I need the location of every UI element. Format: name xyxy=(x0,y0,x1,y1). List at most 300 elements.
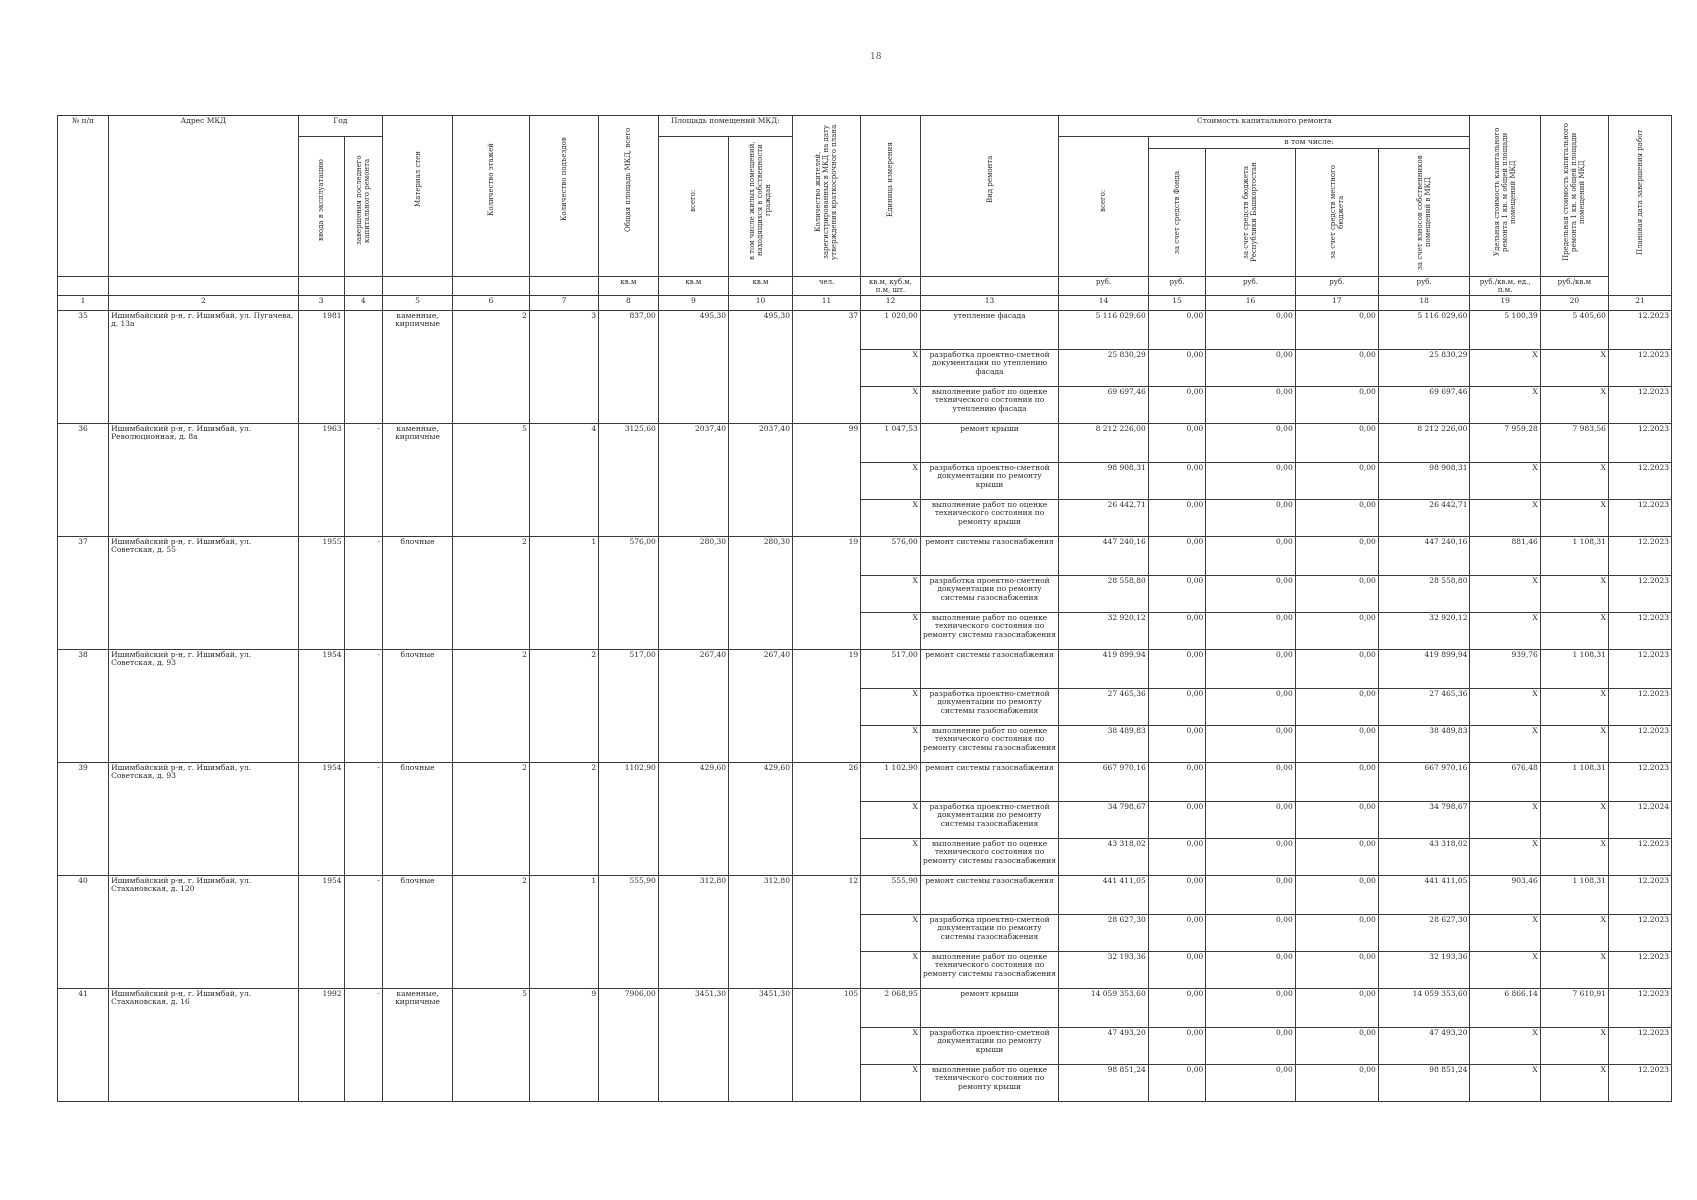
cell-limit-cost: X xyxy=(1540,386,1608,423)
cell-cost-owners: 441 411,05 xyxy=(1378,875,1470,914)
header-owners xyxy=(1378,148,1470,276)
cell-unit-cost: X xyxy=(1470,1027,1540,1064)
header-date-text: Плановая дата завершения работ xyxy=(1635,129,1644,255)
cell-total-area: 555,90 xyxy=(599,875,659,988)
cell-quantity: 576,00 xyxy=(861,536,921,575)
unit-cell: руб./кв.м, ед., п.м. xyxy=(1470,276,1540,295)
column-number: 21 xyxy=(1608,295,1671,310)
cell-cost-total: 447 240,16 xyxy=(1059,536,1148,575)
cell-address: Ишимбайский р-н, г. Ишимбай, ул. Советская, д. 93 xyxy=(109,649,299,762)
cell-cost-fund: 0,00 xyxy=(1148,499,1206,536)
header-address: Адрес МКД xyxy=(109,116,299,277)
cell-quantity: X xyxy=(861,575,921,612)
cell-wall-material: каменные, кирпичные xyxy=(382,310,452,423)
cell-limit-cost: 1 108,31 xyxy=(1540,875,1608,914)
cell-wall-material: блочные xyxy=(382,536,452,649)
cell-year-built: 1954 xyxy=(298,649,344,762)
unit-blank xyxy=(529,276,598,295)
unit-cell: руб. xyxy=(1206,276,1295,295)
repair-plan-table xyxy=(57,115,1672,1102)
cell-completion-date: 12.2023 xyxy=(1608,725,1671,762)
cell-cost-fund: 0,00 xyxy=(1148,988,1206,1027)
cell-cost-republic: 0,00 xyxy=(1206,649,1295,688)
column-number: 18 xyxy=(1378,295,1470,310)
cell-cost-local: 0,00 xyxy=(1295,536,1378,575)
unit-cell: руб. xyxy=(1295,276,1378,295)
cell-cost-fund: 0,00 xyxy=(1148,838,1206,875)
cell-completion-date: 12.2023 xyxy=(1608,462,1671,499)
cell-quantity: X xyxy=(861,914,921,951)
cell-residents: 105 xyxy=(792,988,860,1101)
cell-quantity: X xyxy=(861,951,921,988)
unit-cell: чел. xyxy=(792,276,860,295)
cell-limit-cost: 7 983,56 xyxy=(1540,423,1608,462)
cell-address: Ишимбайский р-н, г. Ишимбай, ул. Советская, д. 55 xyxy=(109,536,299,649)
header-republic xyxy=(1206,148,1295,276)
cell-address: Ишимбайский р-н, г. Ишимбай, ул. Стахановская, д. 16 xyxy=(109,988,299,1101)
cell-completion-date: 12.2024 xyxy=(1608,801,1671,838)
unit-cell: кв.м xyxy=(729,276,793,295)
cell-quantity: X xyxy=(861,688,921,725)
unit-cell: кв.м, куб.м, п.м, шт. xyxy=(861,276,921,295)
header-residents xyxy=(792,116,860,277)
cell-cost-republic: 0,00 xyxy=(1206,1064,1295,1101)
cell-area-all: 267,40 xyxy=(658,649,728,762)
cell-address: Ишимбайский р-н, г. Ишимбай, ул. Советская, д. 93 xyxy=(109,762,299,875)
cell-cost-owners: 667 970,16 xyxy=(1378,762,1470,801)
column-number: 7 xyxy=(529,295,598,310)
cell-completion-date: 12.2023 xyxy=(1608,875,1671,914)
cell-completion-date: 12.2023 xyxy=(1608,310,1671,349)
cell-quantity: X xyxy=(861,725,921,762)
column-number: 3 xyxy=(298,295,344,310)
column-number: 20 xyxy=(1540,295,1608,310)
cell-cost-owners: 69 697,46 xyxy=(1378,386,1470,423)
cell-floors: 2 xyxy=(453,762,530,875)
cell-quantity: X xyxy=(861,462,921,499)
cell-limit-cost: X xyxy=(1540,349,1608,386)
cell-unit-cost: X xyxy=(1470,349,1540,386)
cell-unit-cost: X xyxy=(1470,612,1540,649)
cell-num: 40 xyxy=(58,875,109,988)
header-cost-group: Стоимость капитального ремонта xyxy=(1059,116,1470,137)
cell-cost-local: 0,00 xyxy=(1295,349,1378,386)
cell-floors: 2 xyxy=(453,875,530,988)
cell-completion-date: 12.2023 xyxy=(1608,499,1671,536)
unit-blank xyxy=(344,276,382,295)
cell-cost-owners: 98 908,31 xyxy=(1378,462,1470,499)
cell-entrances: 4 xyxy=(529,423,598,536)
cell-cost-fund: 0,00 xyxy=(1148,310,1206,349)
cell-cost-republic: 0,00 xyxy=(1206,762,1295,801)
cell-cost-local: 0,00 xyxy=(1295,462,1378,499)
cell-limit-cost: X xyxy=(1540,1027,1608,1064)
cell-quantity: 1 102,90 xyxy=(861,762,921,801)
cell-completion-date: 12.2023 xyxy=(1608,612,1671,649)
cell-cost-local: 0,00 xyxy=(1295,951,1378,988)
cell-cost-republic: 0,00 xyxy=(1206,462,1295,499)
cell-work-type: ремонт системы газоснабжения xyxy=(920,875,1058,914)
cell-cost-local: 0,00 xyxy=(1295,310,1378,349)
cell-cost-owners: 5 116 029,60 xyxy=(1378,310,1470,349)
header-wall xyxy=(382,116,452,277)
unit-blank xyxy=(58,276,109,295)
cell-quantity: 1 047,53 xyxy=(861,423,921,462)
header-cost-total xyxy=(1059,137,1148,277)
cell-work-type: разработка проектно-сметной документации по ремонту системы газоснабжения xyxy=(920,914,1058,951)
header-wall-text: Материал стен xyxy=(413,151,422,208)
unit-cell: руб. xyxy=(1059,276,1148,295)
cell-entrances: 1 xyxy=(529,875,598,988)
cell-work-type: выполнение работ по оценке технического состояния по ремонту системы газоснабжения xyxy=(920,612,1058,649)
header-unit xyxy=(861,116,921,277)
cell-completion-date: 12.2023 xyxy=(1608,649,1671,688)
cell-cost-local: 0,00 xyxy=(1295,875,1378,914)
cell-cost-owners: 32 193,36 xyxy=(1378,951,1470,988)
header-unit-cost xyxy=(1470,116,1540,277)
cell-limit-cost: X xyxy=(1540,725,1608,762)
cell-year-repair: - xyxy=(344,988,382,1101)
cell-quantity: X xyxy=(861,801,921,838)
cell-completion-date: 12.2023 xyxy=(1608,536,1671,575)
cell-unit-cost: X xyxy=(1470,499,1540,536)
cell-cost-local: 0,00 xyxy=(1295,1064,1378,1101)
cell-cost-republic: 0,00 xyxy=(1206,386,1295,423)
cell-year-built: 1992 xyxy=(298,988,344,1101)
cell-cost-total: 47 493,20 xyxy=(1059,1027,1148,1064)
cell-cost-republic: 0,00 xyxy=(1206,536,1295,575)
cell-cost-total: 28 558,80 xyxy=(1059,575,1148,612)
header-floors-text: Количество этажей xyxy=(487,143,495,216)
header-area-group: Площадь помещений МКД: xyxy=(658,116,792,137)
cell-cost-total: 27 465,36 xyxy=(1059,688,1148,725)
cell-cost-republic: 0,00 xyxy=(1206,499,1295,536)
cell-completion-date: 12.2023 xyxy=(1608,1064,1671,1101)
cell-completion-date: 12.2023 xyxy=(1608,688,1671,725)
cell-wall-material: каменные, кирпичные xyxy=(382,988,452,1101)
cell-cost-local: 0,00 xyxy=(1295,762,1378,801)
cell-work-type: выполнение работ по оценке технического состояния по ремонту системы газоснабжения xyxy=(920,951,1058,988)
cell-year-repair xyxy=(344,310,382,423)
cell-area-part: 267,40 xyxy=(729,649,793,762)
cell-year-built: 1981 xyxy=(298,310,344,423)
cell-residents: 19 xyxy=(792,536,860,649)
cell-cost-total: 667 970,16 xyxy=(1059,762,1148,801)
cell-num: 36 xyxy=(58,423,109,536)
cell-cost-owners: 32 920,12 xyxy=(1378,612,1470,649)
cell-quantity: 1 020,00 xyxy=(861,310,921,349)
cell-quantity: 555,90 xyxy=(861,875,921,914)
cell-entrances: 3 xyxy=(529,310,598,423)
cell-cost-fund: 0,00 xyxy=(1148,349,1206,386)
cell-year-repair: - xyxy=(344,762,382,875)
cell-completion-date: 12.2023 xyxy=(1608,951,1671,988)
cell-limit-cost: X xyxy=(1540,688,1608,725)
cell-unit-cost: X xyxy=(1470,914,1540,951)
table-row xyxy=(58,310,1672,349)
unit-cell: руб./кв.м xyxy=(1540,276,1608,295)
cell-wall-material: блочные xyxy=(382,875,452,988)
cell-cost-total: 69 697,46 xyxy=(1059,386,1148,423)
cell-unit-cost: X xyxy=(1470,951,1540,988)
cell-quantity: 2 068,95 xyxy=(861,988,921,1027)
cell-unit-cost: X xyxy=(1470,838,1540,875)
cell-cost-total: 26 442,71 xyxy=(1059,499,1148,536)
cell-floors: 5 xyxy=(453,988,530,1101)
cell-unit-cost: 939,76 xyxy=(1470,649,1540,688)
cell-area-part: 312,80 xyxy=(729,875,793,988)
cell-limit-cost: X xyxy=(1540,612,1608,649)
unit-cell: кв.м xyxy=(599,276,659,295)
header-cost-total-text: всего: xyxy=(1099,189,1108,212)
unit-cell: руб. xyxy=(1148,276,1206,295)
column-number: 10 xyxy=(729,295,793,310)
cell-quantity: X xyxy=(861,1064,921,1101)
cell-cost-local: 0,00 xyxy=(1295,725,1378,762)
cell-cost-owners: 28 627,30 xyxy=(1378,914,1470,951)
cell-wall-material: блочные xyxy=(382,762,452,875)
cell-year-repair: - xyxy=(344,649,382,762)
cell-cost-total: 8 212 226,00 xyxy=(1059,423,1148,462)
header-year-built xyxy=(298,137,344,277)
cell-wall-material: блочные xyxy=(382,649,452,762)
cell-unit-cost: 676,48 xyxy=(1470,762,1540,801)
cell-limit-cost: X xyxy=(1540,499,1608,536)
unit-blank xyxy=(298,276,344,295)
column-number: 8 xyxy=(599,295,659,310)
cell-area-part: 2037,40 xyxy=(729,423,793,536)
header-area-all xyxy=(658,137,728,277)
header-area-part-text: в том числе жилых помещений, находящихся в собственности граждан xyxy=(748,141,773,260)
column-number: 19 xyxy=(1470,295,1540,310)
cell-cost-fund: 0,00 xyxy=(1148,386,1206,423)
cell-total-area: 1102,90 xyxy=(599,762,659,875)
column-number: 4 xyxy=(344,295,382,310)
cell-unit-cost: 881,46 xyxy=(1470,536,1540,575)
cell-completion-date: 12.2023 xyxy=(1608,914,1671,951)
cell-cost-fund: 0,00 xyxy=(1148,423,1206,462)
header-incl: в том числе: xyxy=(1148,137,1470,149)
cell-completion-date: 12.2023 xyxy=(1608,423,1671,462)
header-floors xyxy=(453,116,530,277)
header-work-type xyxy=(920,116,1058,277)
cell-total-area: 517,00 xyxy=(599,649,659,762)
cell-work-type: выполнение работ по оценке технического состояния по ремонту крыши xyxy=(920,1064,1058,1101)
table-row xyxy=(58,649,1672,688)
cell-unit-cost: 903,46 xyxy=(1470,875,1540,914)
cell-work-type: ремонт крыши xyxy=(920,988,1058,1027)
column-number: 14 xyxy=(1059,295,1148,310)
cell-cost-owners: 34 798,67 xyxy=(1378,801,1470,838)
cell-cost-total: 98 851,24 xyxy=(1059,1064,1148,1101)
cell-cost-fund: 0,00 xyxy=(1148,725,1206,762)
cell-cost-total: 28 627,30 xyxy=(1059,914,1148,951)
cell-year-built: 1963 xyxy=(298,423,344,536)
cell-cost-local: 0,00 xyxy=(1295,801,1378,838)
cell-cost-owners: 43 318,02 xyxy=(1378,838,1470,875)
cell-cost-fund: 0,00 xyxy=(1148,536,1206,575)
unit-cell: руб. xyxy=(1378,276,1470,295)
cell-cost-total: 441 411,05 xyxy=(1059,875,1148,914)
header-year-repair xyxy=(344,137,382,277)
cell-cost-fund: 0,00 xyxy=(1148,801,1206,838)
cell-cost-fund: 0,00 xyxy=(1148,875,1206,914)
cell-work-type: ремонт системы газоснабжения xyxy=(920,536,1058,575)
cell-work-type: ремонт системы газоснабжения xyxy=(920,762,1058,801)
header-unit-cost-text: Удельная стоимость капитального ремонта 1 кв. м общей площади помещений МКД xyxy=(1493,127,1518,257)
cell-completion-date: 12.2023 xyxy=(1608,762,1671,801)
cell-work-type: выполнение работ по оценке технического состояния по утеплению фасада xyxy=(920,386,1058,423)
cell-area-all: 280,30 xyxy=(658,536,728,649)
cell-cost-fund: 0,00 xyxy=(1148,914,1206,951)
cell-cost-republic: 0,00 xyxy=(1206,951,1295,988)
cell-cost-local: 0,00 xyxy=(1295,423,1378,462)
cell-cost-local: 0,00 xyxy=(1295,386,1378,423)
cell-year-built: 1954 xyxy=(298,762,344,875)
cell-cost-fund: 0,00 xyxy=(1148,762,1206,801)
cell-residents: 99 xyxy=(792,423,860,536)
cell-cost-owners: 419 899,94 xyxy=(1378,649,1470,688)
cell-year-built: 1954 xyxy=(298,875,344,988)
cell-year-repair: - xyxy=(344,423,382,536)
table-row xyxy=(58,988,1672,1027)
cell-work-type: утепление фасада xyxy=(920,310,1058,349)
column-number: 6 xyxy=(453,295,530,310)
cell-cost-owners: 26 442,71 xyxy=(1378,499,1470,536)
cell-area-part: 495,30 xyxy=(729,310,793,423)
page-number: 18 xyxy=(870,52,882,62)
column-number: 9 xyxy=(658,295,728,310)
header-limit-cost xyxy=(1540,116,1608,277)
cell-unit-cost: X xyxy=(1470,462,1540,499)
cell-area-all: 3451,30 xyxy=(658,988,728,1101)
cell-limit-cost: 1 108,31 xyxy=(1540,762,1608,801)
cell-cost-local: 0,00 xyxy=(1295,499,1378,536)
table-row xyxy=(58,762,1672,801)
repair-plan-table-container xyxy=(57,115,1672,1102)
unit-cell: кв.м xyxy=(658,276,728,295)
column-number: 17 xyxy=(1295,295,1378,310)
cell-cost-republic: 0,00 xyxy=(1206,1027,1295,1064)
cell-work-type: ремонт крыши xyxy=(920,423,1058,462)
header-local xyxy=(1295,148,1378,276)
column-number: 1 xyxy=(58,295,109,310)
cell-unit-cost: 6 866,14 xyxy=(1470,988,1540,1027)
cell-cost-fund: 0,00 xyxy=(1148,1027,1206,1064)
cell-area-part: 3451,30 xyxy=(729,988,793,1101)
units-row xyxy=(58,276,1672,295)
cell-cost-total: 5 116 029,60 xyxy=(1059,310,1148,349)
column-number: 16 xyxy=(1206,295,1295,310)
column-number: 5 xyxy=(382,295,452,310)
cell-address: Ишимбайский р-н, г. Ишимбай, ул. Пугачева, д. 13а xyxy=(109,310,299,423)
column-numbers-row xyxy=(58,295,1672,310)
cell-cost-owners: 14 059 353,60 xyxy=(1378,988,1470,1027)
column-number: 15 xyxy=(1148,295,1206,310)
cell-cost-republic: 0,00 xyxy=(1206,914,1295,951)
cell-work-type: выполнение работ по оценке технического состояния по ремонту системы газоснабжения xyxy=(920,725,1058,762)
table-body xyxy=(58,310,1672,1101)
header-year-group: Год xyxy=(298,116,382,137)
cell-cost-total: 43 318,02 xyxy=(1059,838,1148,875)
cell-floors: 2 xyxy=(453,649,530,762)
cell-cost-local: 0,00 xyxy=(1295,914,1378,951)
cell-cost-owners: 38 489,83 xyxy=(1378,725,1470,762)
cell-cost-fund: 0,00 xyxy=(1148,688,1206,725)
cell-residents: 19 xyxy=(792,649,860,762)
cell-cost-fund: 0,00 xyxy=(1148,1064,1206,1101)
cell-year-repair: - xyxy=(344,875,382,988)
cell-address: Ишимбайский р-н, г. Ишимбай, ул. Революционная, д. 8а xyxy=(109,423,299,536)
cell-work-type: разработка проектно-сметной документации по ремонту системы газоснабжения xyxy=(920,575,1058,612)
cell-work-type: разработка проектно-сметной документации по ремонту крыши xyxy=(920,462,1058,499)
cell-area-all: 429,60 xyxy=(658,762,728,875)
cell-limit-cost: 1 108,31 xyxy=(1540,536,1608,575)
cell-cost-republic: 0,00 xyxy=(1206,310,1295,349)
cell-entrances: 1 xyxy=(529,536,598,649)
cell-total-area: 576,00 xyxy=(599,536,659,649)
cell-cost-total: 38 489,83 xyxy=(1059,725,1148,762)
cell-wall-material: каменные, кирпичные xyxy=(382,423,452,536)
cell-cost-owners: 28 558,80 xyxy=(1378,575,1470,612)
cell-quantity: X xyxy=(861,349,921,386)
cell-completion-date: 12.2023 xyxy=(1608,988,1671,1027)
unit-blank xyxy=(382,276,452,295)
header-entrances xyxy=(529,116,598,277)
cell-work-type: выполнение работ по оценке технического состояния по ремонту крыши xyxy=(920,499,1058,536)
cell-cost-total: 32 920,12 xyxy=(1059,612,1148,649)
cell-quantity: X xyxy=(861,838,921,875)
cell-total-area: 837,00 xyxy=(599,310,659,423)
header-fund-text: за счет средств Фонда xyxy=(1172,170,1181,254)
cell-cost-fund: 0,00 xyxy=(1148,951,1206,988)
header-residents-text: Количество жителей, зарегистрированных в МКД на дату утверждения краткосрочного плана xyxy=(814,124,839,260)
cell-total-area: 3125,60 xyxy=(599,423,659,536)
cell-area-all: 495,30 xyxy=(658,310,728,423)
cell-residents: 37 xyxy=(792,310,860,423)
cell-cost-local: 0,00 xyxy=(1295,688,1378,725)
cell-completion-date: 12.2023 xyxy=(1608,349,1671,386)
cell-unit-cost: X xyxy=(1470,801,1540,838)
cell-cost-fund: 0,00 xyxy=(1148,575,1206,612)
header-republic-text: за счет средств бюджета Республики Башкортостан xyxy=(1242,162,1259,263)
cell-cost-local: 0,00 xyxy=(1295,988,1378,1027)
cell-cost-republic: 0,00 xyxy=(1206,688,1295,725)
cell-work-type: разработка проектно-сметной документации по ремонту системы газоснабжения xyxy=(920,801,1058,838)
header-fund xyxy=(1148,148,1206,276)
cell-completion-date: 12.2023 xyxy=(1608,386,1671,423)
cell-quantity: X xyxy=(861,612,921,649)
cell-cost-total: 98 908,31 xyxy=(1059,462,1148,499)
cell-cost-republic: 0,00 xyxy=(1206,838,1295,875)
column-number: 11 xyxy=(792,295,860,310)
cell-limit-cost: 7 610,91 xyxy=(1540,988,1608,1027)
header-year-repair-text: завершения последнего капитального ремонта xyxy=(355,155,372,246)
cell-unit-cost: X xyxy=(1470,575,1540,612)
cell-quantity: 517,00 xyxy=(861,649,921,688)
cell-quantity: X xyxy=(861,386,921,423)
table-row xyxy=(58,536,1672,575)
cell-limit-cost: X xyxy=(1540,1064,1608,1101)
cell-limit-cost: X xyxy=(1540,462,1608,499)
header-total-area-text: Общая площадь МКД, всего xyxy=(624,127,633,232)
unit-blank xyxy=(109,276,299,295)
header-unit-text: Единица измерения xyxy=(886,142,895,217)
column-number: 2 xyxy=(109,295,299,310)
cell-completion-date: 12.2023 xyxy=(1608,1027,1671,1064)
header-entrances-text: Количество подъездов xyxy=(559,137,568,222)
unit-blank xyxy=(920,276,1058,295)
